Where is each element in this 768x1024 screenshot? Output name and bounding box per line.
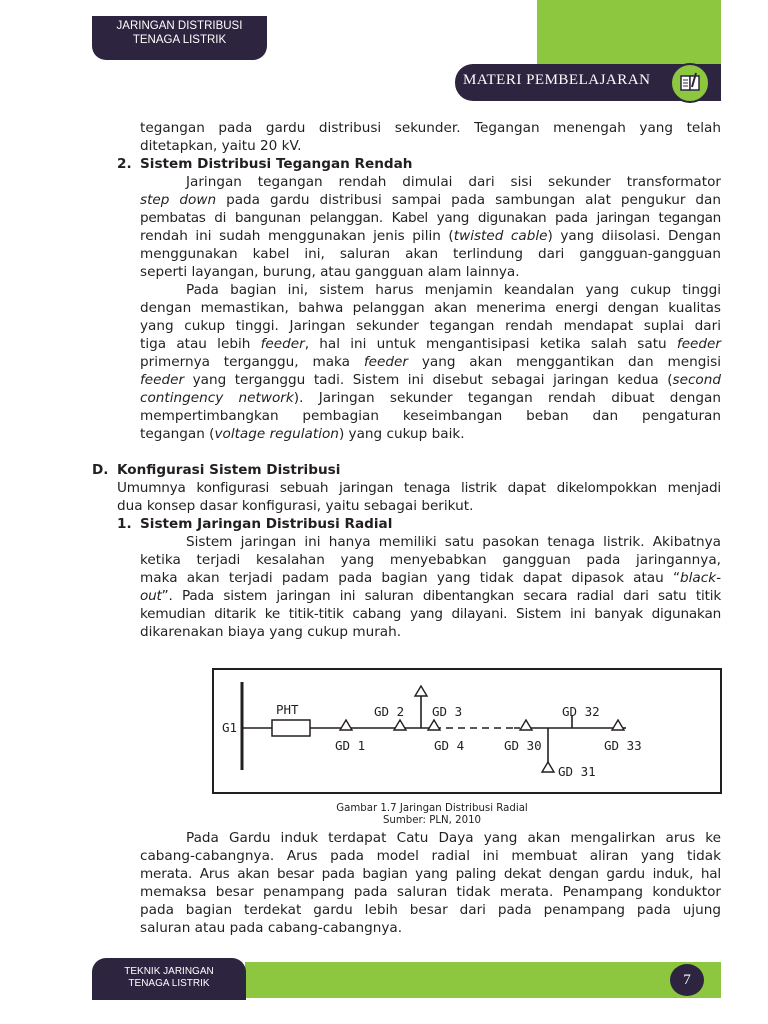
italic-term: step down [140,192,217,208]
text-run: tiga atau lebih [140,336,261,352]
paragraph-line: tegangan pada gardu distribusi sekunder. Tegangan menengah yang telah [140,120,721,136]
paragraph-line: pada bagian terdekat gardu lebih besar dari pada penampang pada ujung [140,902,721,918]
gd30-label: GD 30 [504,738,542,753]
italic-term: second [672,372,721,388]
paragraph-line [140,425,465,443]
gd2-marker [394,720,406,730]
paragraph-line [140,371,721,389]
text-run: rendah ini sudah menggunakan jenis pilin ( [140,228,454,244]
text-run: yang terganggu tadi. Sistem ini disebut sebagai jaringan kedua ( [184,372,673,388]
footer-line2: TENAGA LISTRIK [128,978,210,989]
paragraph-line: merata. Arus akan besar pada bagian yang paling dekat dengan gardu induk, hal [140,866,721,882]
gd30-marker [520,720,532,730]
paragraph-line [140,191,721,209]
paragraph-line: Sistem jaringan ini hanya memiliki satu pasokan tenaga listrik. Akibatnya [186,534,721,550]
section-title: MATERI PEMBELAJARAN [463,72,651,88]
gd2-label: GD 2 [374,704,405,719]
pht-label: PHT [276,702,299,717]
g1-label: G1 [222,720,238,735]
header-green-block [537,0,721,64]
subsection-heading: Sistem Jaringan Distribusi Radial [140,516,393,532]
paragraph-line: saluran atau pada cabang-cabangnya. [140,920,403,936]
subsection-heading: Sistem Distribusi Tegangan Rendah [140,156,413,172]
paragraph-line: Pada Gardu induk terdapat Catu Daya yang akan mengalirkan arus ke [186,830,721,846]
paragraph-line: ketika terjadi kesalahan yang menyebabkan gangguan pada jaringannya, [140,552,721,568]
footer-badge [92,958,246,1000]
gd31-label: GD 31 [558,764,596,779]
italic-term: out [140,588,162,604]
text-run: ) yang diisolasi. Dengan [547,228,721,244]
paragraph-line: seperti layangan, burung, atau gangguan alam lainnya. [140,264,520,280]
paragraph-line: ditetapkan, yaitu 20 kV. [140,138,302,154]
figure-caption: Gambar 1.7 Jaringan Distribusi Radial [336,803,528,814]
text-run: ”. Pada sistem jaringan ini saluran dibentangkan secara radial dari satu titik [161,588,721,604]
paragraph-line [140,587,721,605]
gd32-label: GD 32 [562,704,600,719]
paragraph-line: Jaringan tegangan rendah dimulai dari sisi sekunder transformator [186,174,721,190]
paragraph-line: kemudian ditarik ke titik-titik cabang yang dilayani. Sistem ini banyak digunakan [140,606,721,622]
gd3-label: GD 3 [432,704,463,719]
paragraph-line: dua konsep dasar konfigurasi, yaitu sebagai berikut. [117,498,474,514]
module-title-badge [92,16,267,60]
gd1-marker [340,720,352,730]
section-heading: Konfigurasi Sistem Distribusi [117,462,341,478]
subsection-number: 1. [117,516,132,532]
footer-line1: TEKNIK JARINGAN [124,966,214,977]
paragraph-line [140,569,721,587]
gd33-marker [612,720,624,730]
gd1-label: GD 1 [335,738,366,753]
text-run: maka akan terjadi padam pada bagian yang tidak dapat dipasok atau “ [140,570,680,586]
text-run: , hal ini untuk mengantisipasi ketika salah satu [304,336,677,352]
text-run: pada gardu distribusi sampai pada sambungan alat pengukur dan [216,192,721,208]
paragraph-line: Pada bagian ini, sistem harus menjamin keandalan yang cukup tinggi [186,282,721,298]
paragraph-line [140,227,721,245]
paragraph-line: dengan memastikan, bahwa pelanggan akan menerima energi dengan kualitas [140,300,721,316]
italic-term: contingency network [140,390,294,406]
paragraph-line: cabang-cabangnya. Arus pada model radial ini membuat aliran yang tidak [140,848,721,864]
paragraph-line: Umumnya konfigurasi sebuah jaringan tenaga listrik dapat dikelompokkan menjadi [117,480,721,496]
subsection-number: 2. [117,156,132,172]
paragraph-line: pembatas di bangunan pelanggan. Kabel yang digunakan pada jaringan tegangan [140,210,721,226]
text-run: ). Jaringan sekunder tegangan rendah dibuat dengan [293,390,721,406]
paragraph-line [140,389,721,407]
gd2-branch-marker [415,686,427,696]
footer-green-bar [245,962,721,998]
italic-term: twisted cable [453,228,548,244]
text-run: primernya terganggu, maka [140,354,364,370]
gd33-label: GD 33 [604,738,642,753]
paragraph-line [140,353,721,371]
italic-term: feeder [363,354,408,370]
italic-term: feeder [140,372,185,388]
module-title-line2: TENAGA LISTRIK [132,34,227,46]
paragraph-line: yang cukup tinggi. Jaringan sekunder tegangan rendah mendapat suplai dari [140,318,721,334]
text-run: tegangan ( [140,426,215,442]
paragraph-line [140,335,721,353]
book-pen-icon [670,63,710,103]
paragraph-line: dikarenakan biaya yang cukup murah. [140,624,402,640]
italic-term: feeder [676,336,721,352]
radial-network-diagram [212,668,722,794]
text-run: yang akan menggantikan dan mengisi [407,354,721,370]
text-run: ) yang cukup baik. [338,426,465,442]
module-title-line1: JARINGAN DISTRIBUSI [116,20,243,32]
italic-term: black- [680,570,721,586]
paragraph-line: menggunakan kabel ini, saluran akan terlindung dari gangguan-gangguan [140,246,721,262]
paragraph-line: memaksa besar penampang pada saluran tidak merata. Penampang konduktor [140,884,721,900]
figure-source: Sumber: PLN, 2010 [382,815,482,826]
gd31-marker [542,762,554,772]
page-number: 7 [670,964,704,996]
gd4-marker [428,720,440,730]
section-letter: D. [92,462,109,478]
paragraph-line: mempertimbangkan pembagian keseimbangan beban dan pengaturan [140,408,721,424]
gd4-label: GD 4 [434,738,465,753]
italic-term: feeder [260,336,305,352]
italic-term: voltage regulation [214,426,339,442]
